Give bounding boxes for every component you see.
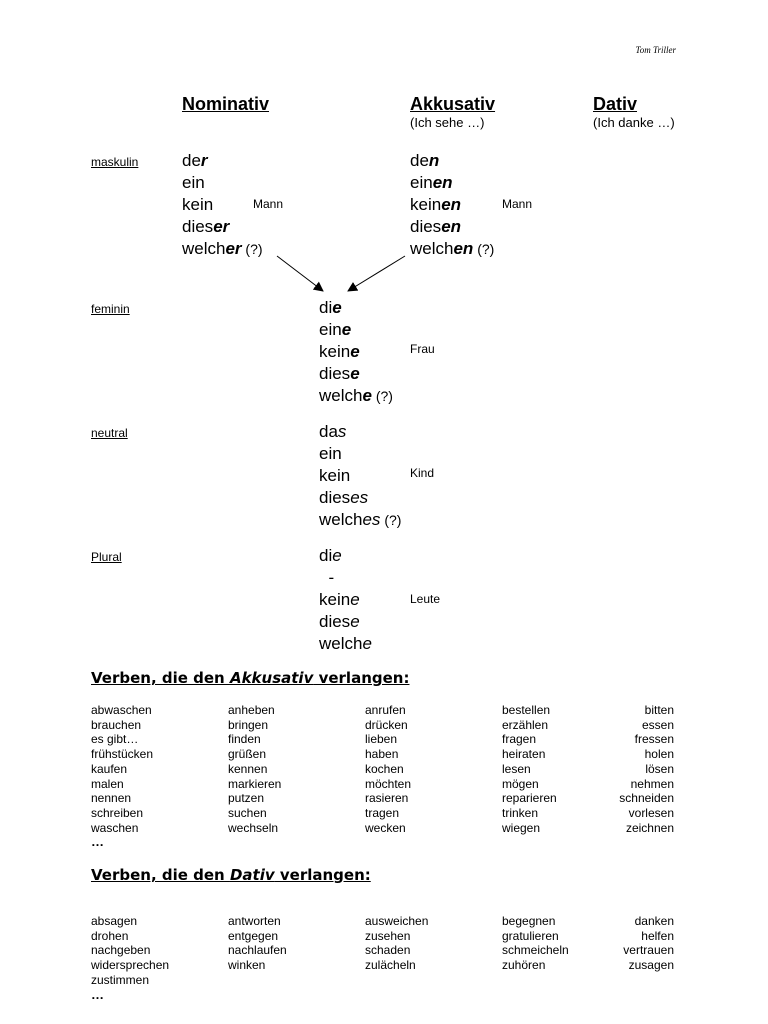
declension-word: eine (319, 320, 352, 339)
verb-item: zulächeln (365, 958, 416, 973)
verb-item: zuhören (502, 958, 546, 973)
word-ending: e (350, 612, 360, 631)
verb-item: grüßen (228, 747, 267, 762)
verb-item: nehmen (630, 776, 674, 791)
declension-word: keine (319, 342, 360, 361)
verb-item: winken (228, 958, 266, 973)
declension-word: einen (410, 173, 453, 192)
verb-item: zustimmen (91, 972, 150, 987)
verb-item: frühstücken (91, 747, 154, 762)
word-ending: en (441, 217, 462, 236)
declension-word: kein (182, 195, 214, 214)
word-ending: e (350, 364, 360, 383)
verb-item: kennen (228, 761, 268, 776)
verb-item: abwaschen (91, 703, 152, 717)
verb-item: gratulieren (502, 928, 559, 943)
verb-item: nachlaufen (228, 943, 287, 958)
verb-item: fressen (634, 732, 674, 747)
column-sub-akkusativ: (Ich sehe …) (410, 115, 485, 130)
word-ending: e (332, 546, 342, 565)
verb-item: anrufen (365, 703, 406, 717)
row-label-plural: Plural (91, 550, 122, 564)
declension-word: ein (319, 444, 342, 463)
declension-word: welche (?) (319, 386, 393, 405)
dat-verbs-col-5 (623, 914, 674, 973)
declension-word: keine (319, 590, 360, 609)
verb-item: vertrauen (623, 943, 674, 958)
declension-word: welchen (?) (410, 239, 495, 258)
dat-verbs-col-1 (91, 914, 169, 1002)
noun-kind: Kind (410, 466, 435, 480)
verb-item: zusagen (628, 958, 674, 973)
akk-verbs-col-5 (619, 703, 674, 835)
declension-word: - (319, 568, 335, 587)
akk-verbs-col-3 (365, 703, 411, 835)
declension-word: dieser (182, 217, 230, 236)
verb-item: lösen (645, 761, 674, 776)
declension-word: diese (319, 612, 360, 631)
verb-item: putzen (228, 791, 265, 806)
verb-item: anheben (228, 703, 275, 717)
verb-item: wecken (365, 820, 406, 835)
verb-item: bringen (228, 717, 269, 732)
declension-word: keinen (410, 195, 462, 214)
verb-item: waschen (91, 820, 139, 835)
verb-item: wiegen (502, 820, 541, 835)
word-ending: es (362, 510, 381, 529)
verb-item: danken (634, 914, 674, 928)
verb-item: essen (641, 717, 674, 732)
verb-item: möchten (365, 776, 412, 791)
verb-item: haben (365, 747, 399, 762)
word-ending: en (453, 239, 474, 258)
noun-mann-nominativ: Mann (253, 197, 284, 211)
verb-item: lieben (365, 732, 398, 747)
verb-item: heiraten (502, 747, 546, 762)
verb-item: suchen (228, 805, 267, 820)
verb-list-ellipsis: … (91, 834, 104, 850)
word-ending: e (332, 298, 342, 317)
declension-word: welche (319, 634, 372, 653)
declension-word: welcher (?) (182, 239, 263, 258)
verb-item: kaufen (91, 761, 128, 776)
verb-item: drohen (91, 928, 129, 943)
column-head-dativ: Dativ (593, 94, 638, 114)
verb-item: lesen (502, 761, 531, 776)
verb-item: begegnen (502, 914, 556, 928)
word-ending: e (350, 590, 360, 609)
noun-frau: Frau (410, 342, 435, 356)
word-ending: e (341, 320, 352, 339)
verb-item: entgegen (228, 928, 279, 943)
word-ending: er (213, 217, 230, 236)
verb-item: holen (644, 747, 674, 762)
word-ending: s (337, 422, 347, 441)
dativ-verbs-heading: Verben, die den Dativ verlangen: (91, 866, 371, 884)
verb-item: fragen (502, 732, 537, 747)
declension-word: das (319, 422, 347, 441)
verb-item: schaden (365, 943, 411, 958)
verb-item: ausweichen (365, 914, 429, 928)
verb-item: kochen (365, 761, 404, 776)
verb-item: finden (228, 732, 261, 747)
verb-item: schmeicheln (502, 943, 569, 958)
verb-item: bestellen (502, 703, 551, 717)
word-ending: er (225, 239, 242, 258)
akk-verbs-col-4 (502, 703, 557, 835)
word-ending: en (441, 195, 462, 214)
verb-item: markieren (228, 776, 282, 791)
word-ending: en (432, 173, 453, 192)
author-name: Tom Triller (635, 45, 676, 55)
verb-item: helfen (641, 928, 674, 943)
dat-verbs-col-2 (228, 914, 287, 973)
declension-word: kein (319, 466, 351, 485)
verb-item: tragen (365, 805, 400, 820)
verb-item: absagen (91, 914, 138, 928)
word-ending: e (362, 634, 372, 653)
verb-item: drücken (365, 717, 408, 732)
akk-verbs-col-1 (91, 703, 153, 850)
verb-item: antworten (228, 914, 281, 928)
word-ending: e (362, 386, 372, 405)
declension-word: die (319, 298, 342, 317)
akk-verbs-col-2 (228, 703, 281, 835)
word-ending: n (428, 151, 440, 170)
verb-list-ellipsis: … (91, 986, 104, 1002)
declension-word: diesen (410, 217, 462, 236)
declension-word: den (410, 151, 440, 170)
noun-mann-akkusativ: Mann (502, 197, 533, 211)
row-label-neutral: neutral (91, 426, 128, 440)
declension-word: dieses (319, 488, 369, 507)
verb-item: nachgeben (91, 943, 151, 958)
column-head-nominativ: Nominativ (182, 94, 270, 114)
verb-item: mögen (502, 776, 539, 791)
verb-item: rasieren (365, 791, 409, 806)
verb-item: widersprechen (91, 958, 170, 973)
verb-item: es gibt… (91, 732, 139, 747)
column-sub-dativ: (Ich danke …) (593, 115, 675, 130)
noun-leute: Leute (410, 592, 441, 606)
verb-item: erzählen (502, 717, 549, 732)
verb-item: zusehen (365, 928, 411, 943)
declension-word: diese (319, 364, 360, 383)
verb-item: schreiben (91, 805, 144, 820)
verb-item: malen (91, 776, 124, 791)
verb-item: bitten (644, 703, 674, 717)
verb-item: reparieren (502, 791, 557, 806)
dat-verbs-col-3 (365, 914, 428, 973)
dat-verbs-col-4 (502, 914, 569, 973)
verb-item: wechseln (228, 820, 279, 835)
row-label-maskulin: maskulin (91, 155, 139, 169)
verb-item: schneiden (619, 791, 674, 806)
declension-word: die (319, 546, 342, 565)
declension-word: welches (?) (319, 510, 402, 529)
verb-item: zeichnen (625, 820, 674, 835)
verb-item: brauchen (91, 717, 142, 732)
akkusativ-verbs-heading: Verben, die den Akkusativ verlangen: (91, 669, 410, 687)
verb-item: nennen (91, 791, 132, 806)
verb-item: vorlesen (628, 805, 674, 820)
word-ending: es (350, 488, 369, 507)
arrow-left (277, 256, 323, 291)
arrow-right (348, 256, 405, 291)
word-ending: e (350, 342, 360, 361)
word-ending: r (200, 151, 208, 170)
column-head-akkusativ: Akkusativ (410, 94, 496, 114)
row-label-feminin: feminin (91, 302, 130, 316)
declension-word: ein (182, 173, 205, 192)
verb-item: trinken (502, 805, 539, 820)
declension-word: der (182, 151, 208, 170)
